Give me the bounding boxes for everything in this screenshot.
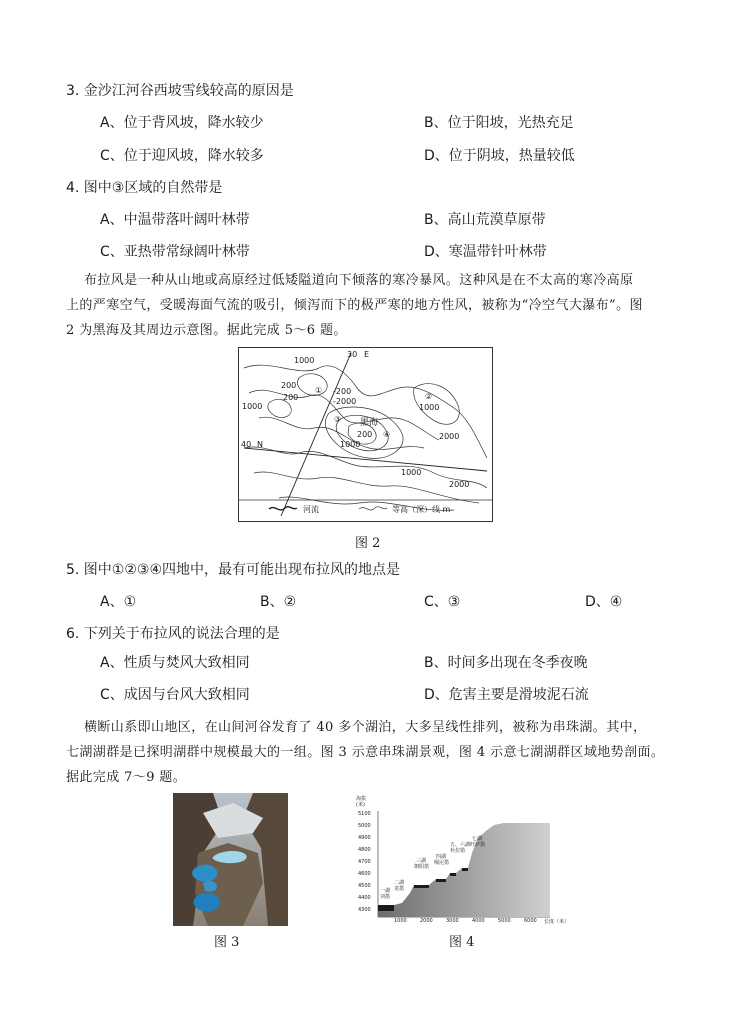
q6-option-d: D、危害主要是滑坡泥石流 xyxy=(424,687,589,703)
map-label-1000-e: 1000 xyxy=(401,468,422,477)
q5-stem: 5. 图中①②③④四地中，最有可能出现布拉风的地点是 xyxy=(66,562,401,578)
profile-xtick-5000: 5000 xyxy=(498,918,511,924)
profile-lake2-name: 二湖 xyxy=(394,880,405,886)
profile-xtick-3000: 3000 xyxy=(446,918,459,924)
map-legend-contour: 等高（深）线 m xyxy=(392,505,451,514)
profile-ytick-4900: 4900 xyxy=(358,835,371,841)
q3-option-d: D、位于阴坡，热量较低 xyxy=(424,148,575,164)
fig2-caption: 图 2 xyxy=(355,536,381,551)
map-label-1000-d: 1000 xyxy=(340,440,361,449)
passage2-line3: 据此完成 7～9 题。 xyxy=(66,770,187,785)
passage1-line3: 2 为黑海及其周边示意图。据此完成 5～6 题。 xyxy=(66,323,347,338)
q4-option-a: A、中温带落叶阔叶林带 xyxy=(100,212,250,228)
profile-xaxis-title: 长度（米） xyxy=(544,919,570,925)
map-legend-river: 河流 xyxy=(303,505,319,514)
profile-ytick-5000: 5000 xyxy=(358,823,371,829)
profile-lake2-local: 龙措 xyxy=(394,886,405,892)
profile-lake56-name: 五、六湖 xyxy=(450,842,471,848)
q5-option-b: B、② xyxy=(260,594,297,610)
black-sea-map xyxy=(238,347,493,522)
map-sea-label: 黑海 xyxy=(360,418,379,428)
profile-ytick-4300: 4300 xyxy=(358,907,371,913)
passage2-line2: 七湖湖群是已探明湖群中规模最大的一组。图 3 示意串珠湖景观，图 4 示意七湖湖群区域地势剖面。 xyxy=(66,745,665,760)
profile-lake3-local: 朝阳措 xyxy=(414,864,430,870)
profile-lake1-local: 词措 xyxy=(380,894,391,900)
map-marker-4: ④ xyxy=(383,430,391,439)
profile-xtick-4000: 4000 xyxy=(472,918,485,924)
profile-ytick-4700: 4700 xyxy=(358,859,371,865)
map-label-200-d: 200 xyxy=(357,430,373,439)
q6-option-a: A、性质与焚风大致相同 xyxy=(100,655,250,671)
profile-ytick-4800: 4800 xyxy=(358,847,371,853)
profile-ytick-4500: 4500 xyxy=(358,883,371,889)
q6-option-c: C、成因与台风大致相同 xyxy=(100,687,250,703)
profile-ytick-4400: 4400 xyxy=(358,895,371,901)
profile-lake3-name: 三湖 xyxy=(416,858,427,864)
q3-stem: 3. 金沙江河谷西坡雪线较高的原因是 xyxy=(66,83,294,99)
fig3-caption: 图 3 xyxy=(214,935,240,950)
profile-lake7-local: 旺萨措 xyxy=(470,842,486,848)
map-label-neg200: -200 xyxy=(333,387,352,396)
q5-option-d: D、④ xyxy=(585,594,623,610)
map-marker-1: ① xyxy=(315,386,323,395)
map-lat-label: 40 xyxy=(241,440,252,449)
elevation-profile xyxy=(354,793,574,929)
profile-xtick-6000: 6000 xyxy=(524,918,537,924)
profile-lake7-name: 七湖 xyxy=(472,836,483,842)
q5-option-a: A、① xyxy=(100,594,137,610)
map-label-neg2000: -2000 xyxy=(333,397,357,406)
map-label-2000-b: 2000 xyxy=(439,432,460,441)
map-label-2000-c: 2000 xyxy=(449,480,470,489)
q3-option-b: B、位于阳坡，光热充足 xyxy=(424,115,574,131)
q6-option-b: B、时间多出现在冬季夜晚 xyxy=(424,655,588,671)
q4-option-c: C、亚热带常绿阔叶林带 xyxy=(100,244,250,260)
map-label-1000-c: 1000 xyxy=(419,403,440,412)
profile-xtick-1000: 1000 xyxy=(394,918,407,924)
passage2-line1: 横断山系即山地区，在山间河谷发育了 40 多个湖泊，大多呈线性排列，被称为串珠湖。其中， xyxy=(84,720,647,735)
q5-option-c: C、③ xyxy=(424,594,461,610)
map-label-1000-a: 1000 xyxy=(294,356,315,365)
passage1-line2: 上的严寒空气，受暖海面气流的吸引，倾泻而下的极严寒的地方性风，被称为“冷空气大瀑布”。图 xyxy=(66,298,643,313)
map-label-1000-b: 1000 xyxy=(242,402,263,411)
string-lakes-photo xyxy=(173,793,288,926)
map-lon-label: 30 xyxy=(347,350,358,359)
q3-option-c: C、位于迎风坡，降水较多 xyxy=(100,148,264,164)
map-marker-3: ③ xyxy=(334,415,342,424)
map-label-200-b: 200 xyxy=(283,393,299,402)
q4-option-b: B、高山荒漠草原带 xyxy=(424,212,546,228)
profile-ytick-4600: 4600 xyxy=(358,871,371,877)
map-lon-e-label: E xyxy=(364,350,370,359)
map-label-200-a: 200 xyxy=(281,381,297,390)
profile-lake56-local: 补拉错 xyxy=(450,848,466,854)
q3-option-a: A、位于背风坡，降水较少 xyxy=(100,115,264,131)
map-marker-2: ② xyxy=(425,392,433,401)
fig4-caption: 图 4 xyxy=(449,935,475,950)
q4-stem: 4. 图中③区域的自然带是 xyxy=(66,180,223,196)
profile-lake4-local: 嘎尼措 xyxy=(434,860,450,866)
profile-lake4-name: 四湖 xyxy=(436,854,447,860)
q4-option-d: D、寒温带针叶林带 xyxy=(424,244,547,260)
profile-xtick-2000: 2000 xyxy=(420,918,433,924)
profile-yaxis-title-1: 海拔 xyxy=(356,796,367,802)
passage1-line1: 布拉风是一种从山地或高原经过低矮隘道向下倾落的寒冷暴风。这种风是在不太高的寒冷高原 xyxy=(84,273,634,288)
profile-ytick-5100: 5100 xyxy=(358,811,371,817)
map-lat-n-label: N xyxy=(257,440,263,449)
profile-yaxis-title-2: (米) xyxy=(356,802,365,808)
q6-stem: 6. 下列关于布拉风的说法合理的是 xyxy=(66,626,280,642)
profile-lake1-name: 一湖 xyxy=(380,888,391,894)
